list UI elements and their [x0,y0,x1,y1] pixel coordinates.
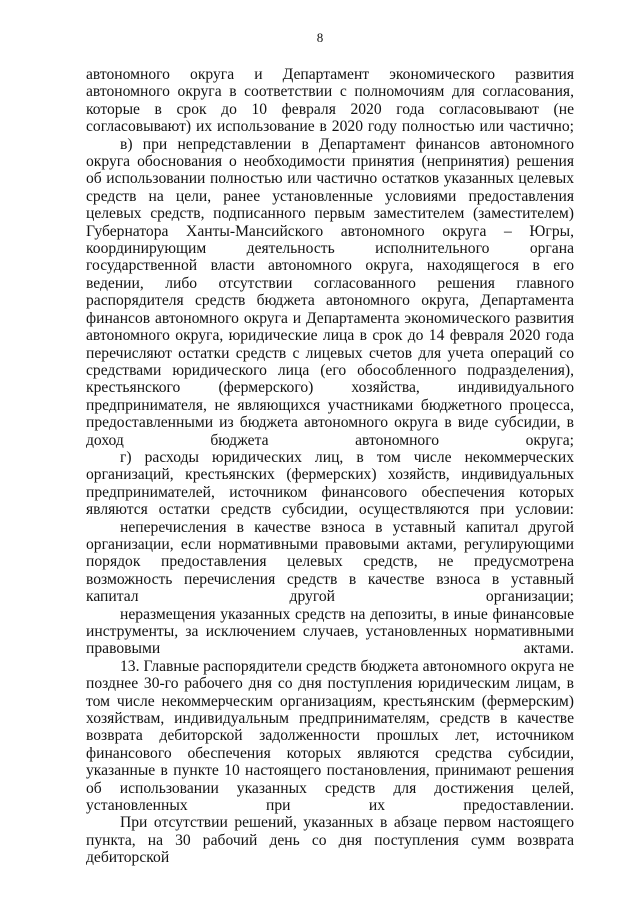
page-number: 8 [316,30,324,45]
document-body [86,66,574,867]
paragraph-clause-13-continuation: При отсутствии решений, указанных в абзаце первом настоящего пункта, на 30 рабочий день со дня поступления сумм возврата дебиторской [86,814,574,867]
paragraph-clause-13: 13. Главные распорядители средств бюджета автономного округа не позднее 30-го рабочего дня со дня поступления юридическим лицам, в том числе некоммерческим организациям, крестьянским (фермерским) хозяйствам, индивидуальным предпринимателям, средств в качестве возврата дебиторской задолженности прошлых лет, источником финансового обеспечения которых являются средства субсидии, указанные в пункте 10 настоящего постановления, принимают решения об использовании указанных средств для достижения целей, установленных при их предоставлении. [86,657,574,815]
paragraph-continuation: автономного округа и Департамент экономического развития автономного округа в соответствии с полномочиям для согласования, которые в срок до 10 февраля 2020 года согласовывают (не согласовывают) их использование в 2020 году полностью или частично; [86,66,574,136]
paragraph-item-v: в) при непредставлении в Департамент финансов автономного округа обоснования о необходимости принятия (непринятия) решения об использовании полностью или частично остатков указанных целевых средств на цели, ранее установленные условиями предоставления целевых средств, подписанного первым заместителем (заместителем) Губернатора Ханты-Мансийского автономного округа – Югры, координирующим деятельность исполнительного органа государственной власти автономного округа, находящегося в его ведении, либо отсутствии согласованного решения главного распорядителя средств бюджета автономного округа, Департамента финансов автономного округа и Департамента экономического развития автономного округа, юридические лица в срок до 14 февраля 2020 года перечисляют остатки средств с лицевых счетов для учета операций со средствами юридического лица (его обособленного подразделения), крестьянского (фермерского) хозяйства, индивидуального предпринимателя, не являющихся участниками бюджетного процесса, предоставленными из бюджета автономного округа в виде субсидии, в доход бюджета автономного округа; [86,135,574,449]
paragraph-item-g: г) расходы юридических лиц, в том числе некоммерческих организаций, крестьянских (фермерских) хозяйств, индивидуальных предпринимателей, источником финансового обеспечения которых являются остатки средств субсидии, осуществляются при условии: [86,448,574,519]
paragraph-condition-2: неразмещения указанных средств на депозиты, в иные финансовые инструменты, за исключением случаев, установленных нормативными правовыми актами. [86,605,574,658]
paragraph-condition-1: неперечисления в качестве взноса в уставный капитал другой организации, если нормативными правовыми актами, регулирующими порядок предоставления целевых средств, не предусмотрена возможность перечисления средств в качестве взноса в уставный капитал другой организации; [86,518,574,606]
